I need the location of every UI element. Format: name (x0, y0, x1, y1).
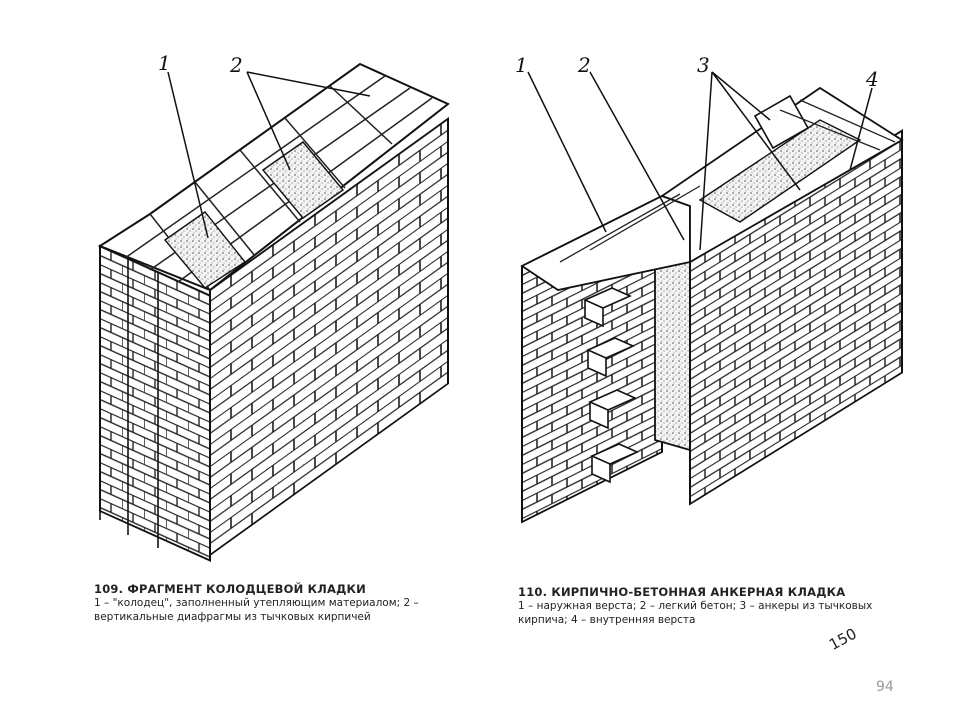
right-label-3: 3 (697, 53, 710, 77)
caption-title-110: 110. КИРПИЧНО-БЕТОННАЯ АНКЕРНАЯ КЛАДКА (518, 585, 846, 599)
caption-figure-110 (518, 585, 918, 627)
caption-body-109: 1 – "колодец", заполненный утепляющим материалом; 2 – вертикальные диафрагмы из тычковых кирпичей (94, 597, 419, 623)
right-label-1: 1 (515, 53, 528, 77)
well-masonry-drawing (100, 51, 448, 561)
left-label-2: 2 (230, 53, 243, 77)
right-label-4: 4 (866, 67, 879, 91)
caption-title-109: 109. ФРАГМЕНТ КОЛОДЦЕВОЙ КЛАДКИ (94, 582, 366, 596)
anchor-masonry-drawing (515, 53, 902, 522)
left-end-face (100, 246, 210, 561)
page-number: 94 (876, 679, 894, 695)
right-label-2: 2 (578, 53, 591, 77)
caption-figure-109 (94, 582, 479, 624)
margin-note: 150 (826, 624, 860, 654)
caption-body-110: 1 – наружная верста; 2 – легкий бетон; 3 – анкеры из тычковых кирпича; 4 – внутренняя верста (518, 600, 873, 626)
left-label-1: 1 (158, 51, 171, 75)
